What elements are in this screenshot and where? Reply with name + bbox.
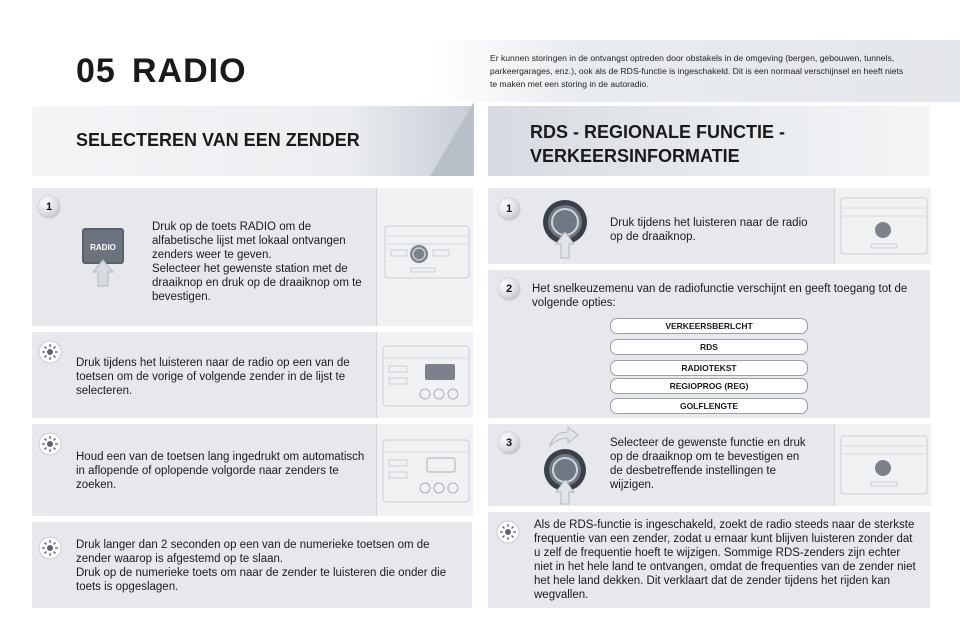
left-tip2-text: Houd een van de toetsen lang ingedrukt om automatisch in aflopende of oplopende volgorde naar zenders te zoeken. [76, 451, 365, 491]
radio-button-label: RADIO [90, 243, 116, 252]
left-step1-text: Druk op de toets RADIO om de alfabetische lijst met lokaal ontvangen zenders weer te geven. Selecteer het gewenste station met de draaiknop en druk op de draaiknop om te bevestigen. [152, 221, 362, 303]
menu-option-golflengte[interactable]: GOLFLENGTE [610, 398, 808, 414]
tip-sun-icon [38, 340, 62, 364]
radio-unit-image [834, 188, 931, 264]
section-title-left: SELECTEREN VAN EEN ZENDER [76, 130, 360, 150]
left-tip1-text: Druk tijdens het luisteren naar de radio op een van de toetsen om de vorige of volgende zender in de lijst te selecteren. [76, 357, 350, 397]
radio-button-icon [80, 226, 126, 266]
radio-unit-image [376, 424, 473, 516]
tip-sun-icon [38, 536, 62, 560]
right-step2-text: Het snelkeuzemenu van de radiofunctie verschijnt en geeft toegang tot de volgende opties: [532, 283, 908, 309]
left-tip3-text: Druk langer dan 2 seconden op een van de numerieke toetsen om de zender waarop is afgestemd op te slaan. Druk op de numerieke toets om naar de zender te luisteren die onder die toets is opgeslagen. [76, 539, 447, 593]
intro-text: Er kunnen storingen in de ontvangst optreden door obstakels in de omgeving (bergen, gebouwen, tunnels, parkeergarages, enz.), ook als de RDS-functie is ingeschakeld. Dit is een normaal verschijnsel en heeft niets te maken met een storing in de autoradio. [490, 53, 904, 89]
right-tip-text: Als de RDS-functie is ingeschakeld, zoekt de radio steeds naar de sterkste frequentie van een zender, zodat u ernaar kunt blijven luisteren zonder dat u zelf de frequentie hoeft te wijzigen. Sommige RDS-zenders zijn echter niet in het hele land te ontvangen, omdat de frequenties van de zender niet het hele land dekken. Dit verklaart dat de zender tijdens het rijden kan wegvallen. [534, 519, 916, 601]
step-number-badge: 2 [498, 278, 520, 300]
chapter-title: RADIO [132, 52, 247, 90]
radio-unit-image [834, 424, 931, 506]
chapter-number: 05 [76, 52, 116, 90]
tip-sun-icon [38, 432, 62, 456]
right-step1-text: Druk tijdens het luisteren naar de radio op de draaiknop. [610, 217, 808, 243]
tip-sun-icon [496, 520, 520, 544]
step-number-badge: 1 [498, 198, 520, 220]
menu-option-regioprog[interactable]: REGIOPROG (REG) [610, 378, 808, 394]
radio-unit-image [376, 332, 473, 418]
menu-option-rds[interactable]: RDS [610, 339, 808, 355]
divider-triangle [430, 102, 474, 176]
radio-unit-image [376, 188, 473, 326]
rotary-knob-icon [540, 196, 590, 260]
section-title-right: RDS - REGIONALE FUNCTIE - VERKEERSINFORMATIE [530, 122, 785, 166]
menu-option-verkeersbericht[interactable]: VERKEERSBERLCHT [610, 318, 808, 334]
rotary-knob-icon [540, 446, 590, 506]
step-number-badge: 3 [498, 432, 520, 454]
menu-option-radiotekst[interactable]: RADIOTEKST [610, 360, 808, 376]
right-step3-text: Selecteer de gewenste functie en druk op de draaiknop om te bevestigen en de desbetreffende instellingen te wijzigen. [610, 437, 806, 491]
step-number-badge: 1 [38, 196, 60, 218]
